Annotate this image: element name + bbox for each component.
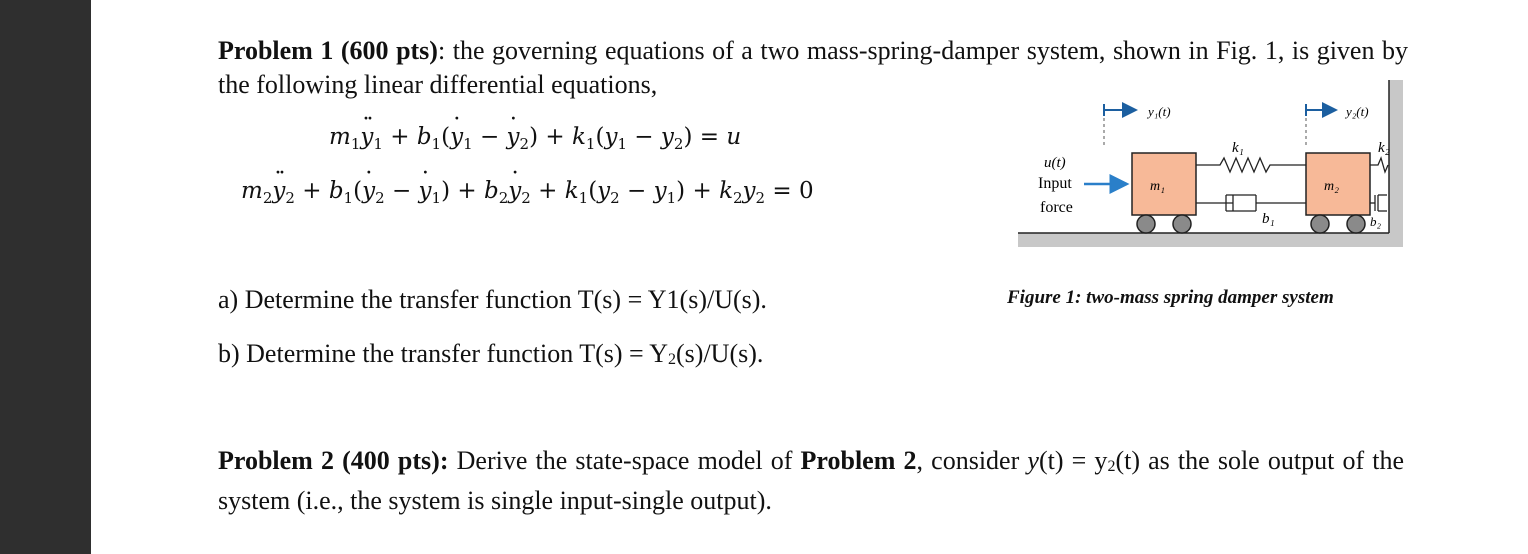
equation-2: $m_2\cdot\cdot y_2 + b_1(\cdot y_2$ − · $y_1) + b_2\cdot y_2 + k_1(y_2 - y_1) + k_2y_2 = 0$	[241, 178, 814, 204]
m2-label: m₂	[1324, 179, 1339, 194]
problem2-text: Problem 2 (400 pts): Derive the state-space model of Problem 2, consider $y(t) = y_2(t)$ as the sole output of the system (i.e., the system is single input-single output).	[218, 446, 1405, 515]
wheel-m2-left	[1311, 215, 1329, 233]
ground	[1018, 233, 1403, 247]
equation-1: $m_1\cdot\cdot y_1 + b_1(\cdot y_1$ − · $y_2) + k_1(y_1 - y_2) = u$	[329, 124, 741, 150]
wheel-m1-right	[1173, 215, 1191, 233]
spring-k1	[1196, 158, 1306, 172]
y1-label: y₁(t)	[1148, 104, 1171, 119]
m1-label: m₁	[1150, 179, 1165, 194]
figure-caption: Figure 1: two-mass spring damper system	[1007, 287, 1334, 308]
input-label-line2: force	[1040, 199, 1073, 216]
b1-label: b₁	[1262, 211, 1275, 227]
problem1-intro-text: : the governing equations of a two mass-spring-damper system, shown in Fig. 1, is given by the following linear differential equations,	[218, 36, 1408, 99]
problem1-heading: Problem 1 (600 pts)	[218, 36, 438, 65]
problem1-part-a: a) Determine the transfer function T(s) = Y1(s)/U(s).	[218, 285, 767, 314]
k1-label: k₁	[1232, 140, 1244, 156]
document-page	[91, 0, 1528, 554]
input-label-line1: Input	[1038, 175, 1072, 192]
input-u-label: u(t)	[1044, 155, 1066, 171]
left-dark-bar	[0, 0, 91, 554]
wheel-m2-right	[1347, 215, 1365, 233]
y2-label: y₂(t)	[1346, 104, 1369, 119]
wheel-m1-left	[1137, 215, 1155, 233]
b2-label: b₂	[1370, 214, 1382, 229]
right-wall	[1389, 80, 1403, 240]
problem2-ref: Problem 2	[800, 446, 917, 475]
problem1-part-b: b) Determine the transfer function $T(s) = Y_2(s)/U(s)$.	[218, 339, 764, 368]
mass-spring-damper-figure	[926, 78, 1406, 254]
damper-b1	[1196, 195, 1306, 211]
spring-k2	[1370, 158, 1388, 172]
k2-label: k₂	[1378, 140, 1390, 156]
problem2-heading: Problem 2 (400 pts):	[218, 446, 449, 475]
damper-b2	[1370, 195, 1387, 211]
